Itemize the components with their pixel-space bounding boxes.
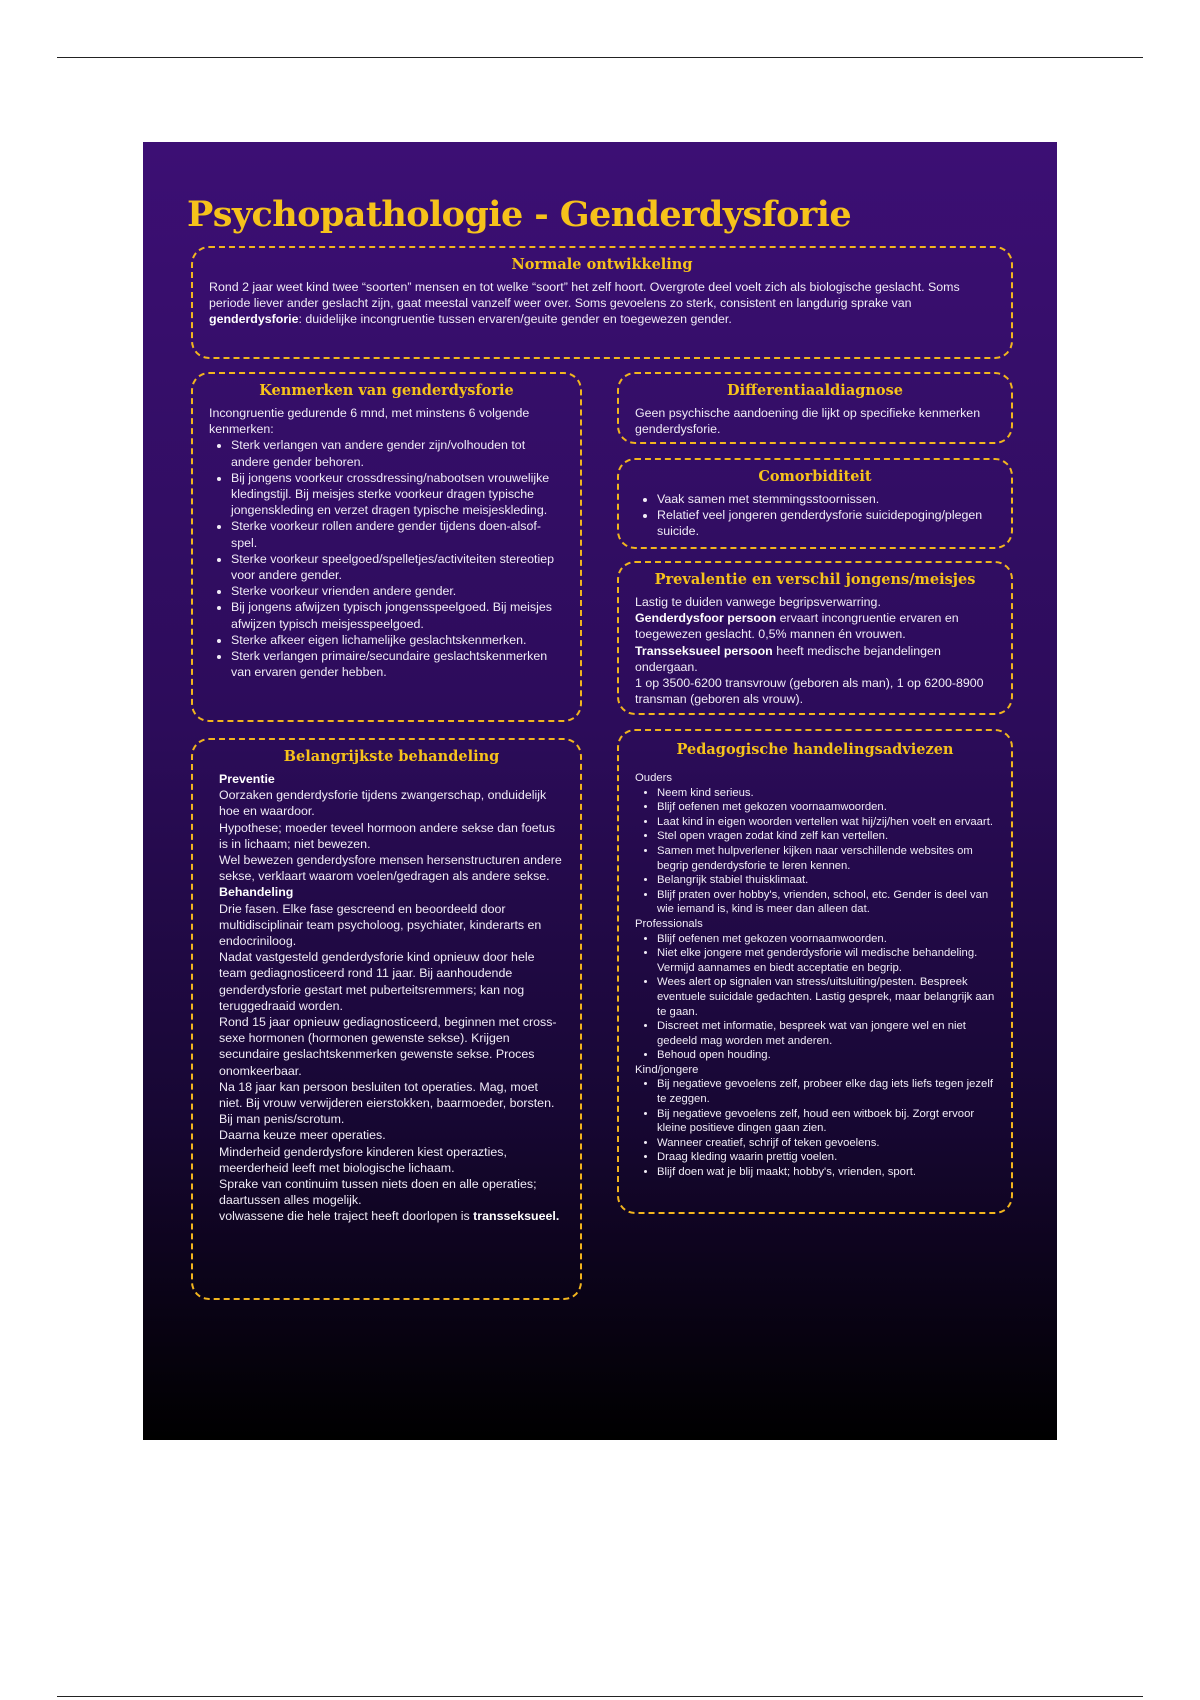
list-item: • Laat kind in eigen woorden vertellen wat hij/zij/hen voelt en ervaart. (657, 815, 995, 830)
kenmerken-box (191, 372, 582, 722)
poster (143, 142, 1057, 1440)
preventie-paragraph: Oorzaken genderdysforie tijdens zwangerschap, onduidelijk hoe en waardoor. (219, 788, 547, 819)
list-item: • Discreet met informatie, bespreek wat van jongere wel en niet gedeeld mag worden met anderen. (657, 1019, 995, 1048)
prevalentie-box (617, 561, 1013, 715)
list-item: • Sterke afkeer eigen lichamelijke geslachtskenmerken. (231, 632, 564, 648)
comorbiditeit-box (617, 458, 1013, 549)
behandeling-conclusion (219, 1208, 564, 1224)
normale-heading: Normale ontwikkeling (511, 256, 693, 273)
prevalentie-line-1: Lastig te duiden vanwege begripsverwarring. (635, 595, 881, 609)
normale-text-part1: Rond 2 jaar weet kind twee “soorten” mensen en tot welke “soort” het zelf hoort. Overgrote deel voelt zich als biologische geslacht. Soms periode liever ander geslacht zijn, gaat meestal vanzelf weer over. Soms gevoelens zo sterk, consistent en langdurig sprake van (209, 280, 960, 311)
preventie-subheading-text: Preventie (219, 772, 275, 786)
behandeling-conclusion-text: volwassene die hele traject heeft doorlopen is (219, 1209, 474, 1224)
normale-ontwikkeling-box (191, 246, 1013, 359)
professionals-list (635, 932, 995, 1063)
comorbiditeit-heading: Comorbiditeit (758, 468, 872, 485)
list-item: • Stel open vragen zodat kind zelf kan vertellen. (657, 829, 995, 844)
behandeling-subheading-text: Behandeling (219, 885, 294, 900)
list-item: • Belangrijk stabiel thuisklimaat. (657, 873, 995, 888)
group-label-ouders: Ouders (635, 772, 673, 784)
list-item: • Relatief veel jongeren genderdysforie suicidepoging/plegen suicide. (657, 507, 995, 539)
poster-title: Psychopathologie - Genderdysforie (187, 194, 852, 235)
behandeling-box (191, 738, 582, 1300)
behandeling-paragraph: Drie fasen. Elke fase gescreend en beoordeeld door multidisciplinair team psycholoog, psychiater, kinderarts en endocriniloog. (219, 901, 542, 949)
differentiaaldiagnose-box (617, 372, 1013, 444)
kenmerken-intro: Incongruentie gedurende 6 mnd, met minstens 6 volgende kenmerken: (209, 406, 530, 437)
list-item: • Neem kind serieus. (657, 786, 995, 801)
list-item: • Blijf oefenen met gekozen voornaamwoorden. (657, 800, 995, 815)
pedagogisch-heading: Pedagogische handelingsadviezen (676, 741, 954, 758)
behandeling-subheading (219, 884, 564, 900)
list-item: • Bij negatieve gevoelens zelf, houd een witboek bij. Zorgt ervoor kleine positieve dingen gaan zien. (657, 1107, 995, 1136)
list-item: • Wanneer creatief, schrijf of teken gevoelens. (657, 1136, 995, 1151)
list-item: • Behoud open houding. (657, 1048, 995, 1063)
list-item: • Bij jongens voorkeur crossdressing/nabootsen vrouwelijke kledingstijl. Bij meisjes sterke voorkeur dragen typische jongenskleding en verzet dragen typische meisjeskleding. (231, 470, 564, 519)
normale-text (209, 279, 995, 328)
behandeling-paragraph: Na 18 jaar kan persoon besluiten tot operaties. Mag, moet niet. Bij vrouw verwijderen eierstokken, baarmoeder, borsten. Bij man penis/scrotum. (219, 1079, 555, 1127)
group-label-professionals: Professionals (635, 917, 703, 930)
list-item: • Sterk verlangen van andere gender zijn/volhouden tot andere gender behoren. (231, 437, 564, 469)
normale-text-bold: genderdysforie (209, 312, 299, 327)
preventie-paragraph: Wel bewezen genderdysfore mensen hersenstructuren andere sekse, verklaart waarom voelen/gedragen als andere sekse. (219, 853, 562, 884)
kind-jongere-list (635, 1077, 995, 1179)
preventie-paragraph: Hypothese; moeder teveel hormoon andere sekse dan foetus is in lichaam; niet bewezen. (219, 820, 556, 851)
behandeling-paragraph: Minderheid genderdysfore kinderen kiest operazties, meerderheid leeft met biologische lichaam. (219, 1144, 507, 1175)
prevalentie-line-3-rest: heeft medische bejandelingen ondergaan. (635, 643, 941, 674)
pedagogisch-box (617, 729, 1013, 1214)
behandeling-paragraph: Daarna keuze meer operaties. (219, 1128, 386, 1143)
kenmerken-heading: Kenmerken van genderdysforie (259, 382, 514, 399)
differentiaal-heading: Differentiaaldiagnose (727, 382, 903, 399)
behandeling-conclusion-bold: transseksueel. (473, 1209, 560, 1224)
prevalentie-line-4: 1 op 3500-6200 transvrouw (geboren als man), 1 op 6200-8900 transman (geboren als vrouw). (635, 676, 984, 707)
list-item: • Blijf praten over hobby's, vrienden, school, etc. Gender is deel van wie iemand is, kind is meer dan alleen dat. (657, 888, 995, 917)
top-rule (57, 57, 1143, 58)
preventie-subheading (219, 771, 564, 787)
list-item: • Draag kleding waarin prettig voelen. (657, 1150, 995, 1165)
bottom-rule (57, 1696, 1143, 1697)
behandeling-paragraph: Rond 15 jaar opnieuw gediagnosticeerd, beginnen met cross-sexe hormonen (hormonen gewenste sekse). Krijgen secundaire geslachtskenmerken gewenste sekse. Proces onomkeerbaar. (219, 1015, 557, 1078)
prevalentie-term-genderdysfoor: Genderdysfoor persoon (635, 611, 777, 626)
list-item: • Sterke voorkeur rollen andere gender tijdens doen-alsof-spel. (231, 518, 564, 550)
list-item: • Bij negatieve gevoelens zelf, probeer elke dag iets liefs tegen jezelf te zeggen. (657, 1077, 995, 1106)
list-item: • Vaak samen met stemmingsstoornissen. (657, 491, 995, 507)
list-item: • Samen met hulpverlener kijken naar verschillende websites om begrip genderdysforie te leren kennen. (657, 844, 995, 873)
list-item: • Wees alert op signalen van stress/uitsluiting/pesten. Bespreek eventuele suicidale gedachten. Lastig gesprek, maar belangrijk aan te gaan. (657, 975, 995, 1019)
list-item: • Sterke voorkeur vrienden andere gender. (231, 583, 564, 599)
list-item: • Blijf doen wat je blij maakt; hobby's, vrienden, sport. (657, 1165, 995, 1180)
behandeling-paragraph: Nadat vastgesteld genderdysforie kind opnieuw door hele team gediagnosticeerd rond 11 jaar. Bij aanhoudende genderdysforie gestart met puberteitsremmers; kan nog teruggedraaid worden. (219, 950, 535, 1013)
behandeling-paragraph: Sprake van continuim tussen niets doen en alle operaties; daartussen alles mogelijk. (219, 1177, 537, 1208)
behandeling-heading: Belangrijkste behandeling (283, 748, 500, 765)
prevalentie-term-transseksueel: Transseksueel persoon (635, 643, 773, 658)
normale-text-part2: : duidelijke incongruentie tussen ervaren/geuite gender en toegewezen gender. (298, 312, 732, 327)
prevalentie-line-3 (635, 643, 995, 675)
list-item: • Niet elke jongere met genderdysforie wil medische behandeling. Vermijd aannames en biedt acceptatie en begrip. (657, 946, 995, 975)
list-item: • Sterke voorkeur speelgoed/spelletjes/activiteiten stereotiep voor andere gender. (231, 551, 564, 583)
group-label-kind-jongere: Kind/jongere (635, 1063, 699, 1076)
list-item: • Bij jongens afwijzen typisch jongensspeelgoed. Bij meisjes afwijzen typisch meisjesspeelgoed. (231, 599, 564, 631)
prevalentie-line-2-rest: ervaart incongruentie ervaren en toegewezen geslacht. 0,5% mannen én vrouwen. (635, 611, 959, 642)
comorbiditeit-list (635, 491, 995, 540)
list-item: • Sterk verlangen primaire/secundaire geslachtskenmerken van ervaren gender hebben. (231, 648, 564, 680)
list-item: • Blijf oefenen met gekozen voornaamwoorden. (657, 932, 995, 947)
ouders-list (635, 786, 995, 917)
differentiaal-text: Geen psychische aandoening die lijkt op specifieke kenmerken genderdysforie. (635, 406, 981, 437)
prevalentie-heading: Prevalentie en verschil jongens/meisjes (654, 571, 976, 588)
prevalentie-line-2 (635, 610, 995, 642)
kenmerken-list (209, 437, 564, 680)
